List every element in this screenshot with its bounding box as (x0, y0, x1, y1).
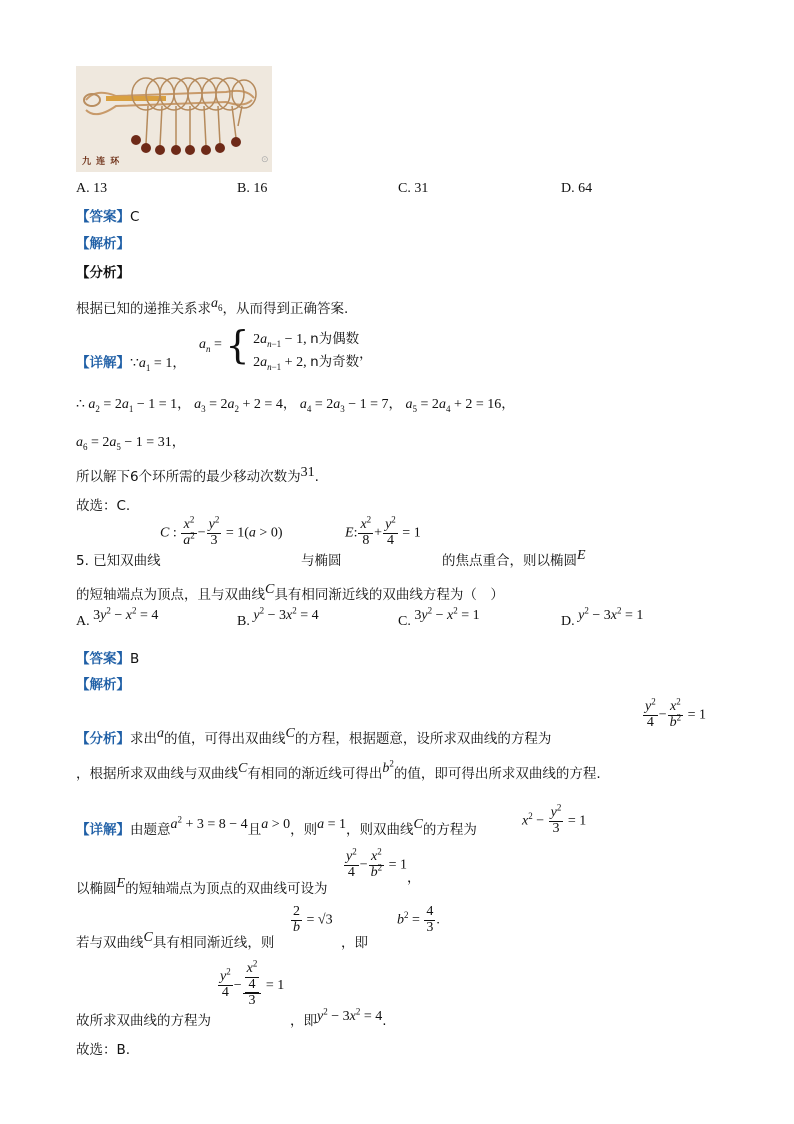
odd-condition: n为奇数 (310, 354, 360, 370)
option-a: A. 13 (76, 181, 108, 196)
hyperbola-c-eq: $x^2$ − $\frac{y^2}{3}$ = 1 (522, 802, 587, 836)
q5-answer-row (76, 647, 139, 667)
option-d: D. 64 (561, 181, 593, 196)
q5-option-b: B. $y^2 - 3x^2 = 4$ (237, 605, 319, 629)
q5-stem-3: 的焦点重合，则以椭圆E (442, 548, 586, 569)
q5-detail-3: 若与双曲线C具有相同渐近线，则 (76, 930, 275, 951)
q5-d1-e: 的方程为 (422, 822, 477, 838)
q5-option-d: D. $y^2 - 3x^2 = 1$ (561, 605, 644, 629)
nine-rings-photo (76, 66, 272, 172)
q5-detail-4: 故所求双曲线的方程为 (76, 1013, 211, 1029)
conclusion-text: 所以解下6个环所需的最少移动次数为 (76, 469, 301, 485)
q5-target-form: $\frac{y^2}{4}$ − $\frac{x^2}{b^2}$ = 1 (645, 696, 707, 730)
q5-d4-b-row: ，即$y^2 - 3x^2 = 4$. (290, 1006, 387, 1029)
fenxi-label: 【分析】 (76, 265, 130, 281)
q5-fenxi-6: 的值，即可得出所求双曲线的方程. (393, 766, 601, 782)
q4-select: 故选：C. (76, 498, 131, 514)
answer-label: 【答案】 (76, 209, 130, 225)
q5-d3-b2: $b^2$ = $\frac{4}{3}$ . (397, 904, 440, 935)
q5-final-frac: $\frac{y^2}{4}$ − $\frac{\frac{x^2}{4}}{3}$ = 1 (220, 958, 285, 1009)
q5-option-c: C. $3y^2 - x^2 = 1$ (398, 605, 480, 629)
even-condition: n为偶数 (310, 331, 360, 347)
q5-d2-a: 以椭圆 (76, 881, 117, 897)
q5-detail-2: 以椭圆E的短轴端点为顶点的双曲线可设为 (76, 876, 328, 897)
q5-d3-c: ，即 (341, 935, 368, 951)
detail-start: 【详解】$\because a_1 = 1$， (76, 355, 186, 373)
svg-text:⊙: ⊙ (261, 155, 269, 165)
q5-answer-value: B (130, 651, 140, 667)
option-c: C. 31 (398, 181, 429, 196)
q4-conclusion: 所以解下6个环所需的最少移动次数为31. (76, 465, 319, 485)
recurrence-values-2: $a_6 = 2a_5 - 1 = 31$， (76, 434, 186, 452)
q5-fenxi-1: 求出 (130, 731, 157, 747)
q5-detail-label: 【详解】 (76, 822, 130, 838)
fenxi-text-a: 根据已知的递推关系求 (76, 301, 211, 317)
q5-stem-ellipse: 与椭圆 (301, 553, 342, 569)
q5-d4-b: ，即 (290, 1013, 317, 1029)
q5-select: 故选：B. (76, 1042, 131, 1058)
answer-row (76, 205, 139, 225)
answer-value: C (130, 209, 140, 225)
q5-fenxi-2: 的值，可得出双曲线 (164, 731, 286, 747)
q5-fenxi-label: 【分析】 (76, 731, 130, 747)
recurrence-formula: $a_n$ = { $2a_{n-1} - 1$, n为偶数 $2a_{n-1} + 2$, n为奇数 ， (199, 323, 373, 372)
q5-stem-start: 5. 已知双曲线 (76, 553, 161, 569)
q5-d3-a: 若与双曲线 (76, 935, 144, 951)
q5-stem-5-text: 具有相同渐近线的双曲线方程为（ ） (274, 587, 504, 603)
q5-d1-a: 由题意 (130, 822, 171, 838)
q5-d1-d: ，则双曲线 (346, 822, 414, 838)
option-b: B. 16 (237, 181, 268, 196)
fenxi-text: 根据已知的递推关系求$a_6$，从而得到正确答案. (76, 296, 349, 317)
q5-fenxi: 【分析】求出a的值，可得出双曲线C的方程，根据题意，设所求双曲线的方程为 (76, 726, 552, 747)
detail-label: 【详解】 (76, 355, 130, 371)
photo-caption: 九 连 环 (82, 157, 121, 167)
q5-d2-formula: $\frac{y^2}{4}$ − $\frac{x^2}{b^2}$ = 1， (346, 846, 421, 887)
fenxi-text-b: ，从而得到正确答案. (222, 301, 349, 317)
recurrence-values-1: ∴ $a_2 = 2a_1 - 1 = 1$， $a_3 = 2a_2 + 2 = 4$， $a_4 = 2a_3 - 1 = 7$， $a_5 = 2a_4 + 2 = 16$， (76, 396, 515, 414)
q5-d1-b: 且 (247, 822, 262, 838)
q5-fenxi-5: 有相同的渐近线可得出 (247, 766, 383, 782)
q5-detail-1: 【详解】由题意$a^2 + 3 = 8 - 4$且a > 0，则a = 1，则双曲线C的方程为 (76, 814, 477, 838)
q5-option-a: A. $3y^2 - x^2 = 4$ (76, 605, 159, 629)
q5-d2-b: 的短轴端点为顶点的双曲线可设为 (125, 881, 328, 897)
q5-stem-3-text: 的焦点重合，则以椭圆 (442, 553, 577, 569)
q5-answer-label: 【答案】 (76, 651, 130, 667)
q5-d1-c: ，则 (290, 822, 318, 838)
ellipse-e-def: E: $\frac{x^2}{8}$ + $\frac{y^2}{4}$ = 1 (345, 514, 421, 548)
hyperbola-c-def: C : $\frac{x^2}{a^2}$ − $\frac{y^2}{3}$ = 1(a > 0) (160, 514, 283, 548)
q5-stem-4: 的短轴端点为顶点，且与双曲线C具有相同渐近线的双曲线方程为（ ） (76, 582, 504, 603)
q5-d3-b: 具有相同渐近线，则 (152, 935, 275, 951)
conclusion-value: 31 (300, 465, 315, 480)
q5-fenxi-cont: ，根据所求双曲线与双曲线C有相同的渐近线可得出$b^2$的值，即可得出所求双曲线的方程. (76, 758, 601, 782)
q5-d3-slope: $\frac{2}{b}$ = √3 (293, 904, 333, 935)
q5-fenxi-4: ，根据所求双曲线与双曲线 (76, 766, 238, 782)
q5-analysis-label: 【解析】 (76, 677, 130, 693)
q5-fenxi-3: 的方程，根据题意，设所求双曲线的方程为 (294, 731, 552, 747)
q5-stem-4-text: 的短轴端点为顶点，且与双曲线 (76, 587, 265, 603)
analysis-label: 【解析】 (76, 236, 130, 252)
